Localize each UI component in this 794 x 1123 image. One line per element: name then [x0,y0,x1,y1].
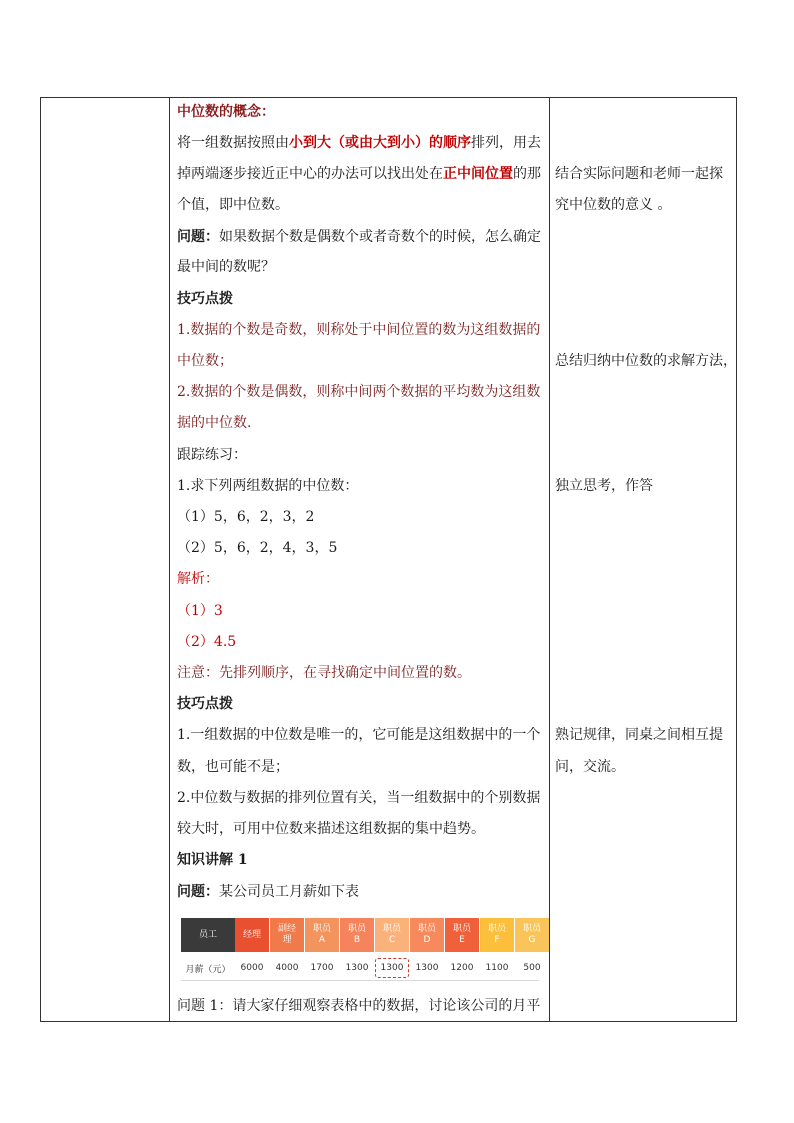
salary-table [181,918,539,984]
practice-question: 1.求下列两组数据的中位数： [177,478,359,494]
tips2-line-3: 2.中位数与数据的排列位置有关，当一组数据中的个别数据 [177,790,541,806]
salary-header-row [181,918,539,952]
salary-header-cell: 职员 C [375,918,409,952]
concept-line-3: 个值，即中位数。 [177,197,289,213]
column-divider-2 [549,98,550,1021]
salary-row-label: 月薪（元） [185,964,231,975]
salary-header-cell: 职员 E [445,918,479,952]
concept-highlight-middle: 正中间位置 [443,166,513,182]
concept-highlight-order: 小到大（或由大到小）的顺序 [289,135,471,151]
question2-label: 问题： [177,884,219,900]
tips2-line-1: 1.一组数据的中位数是唯一的，它可能是这组数据中的一个 [177,727,541,743]
practice-item-1: （1）5，6，2，3，2 [177,509,315,525]
tips-title-1: 技巧点拨 [177,291,233,307]
salary-value-cell: 1700 [310,963,334,973]
concept-title: 中位数的概念： [177,104,275,120]
salary-header-cell: 职员 G [515,918,549,952]
salary-header-cell: 副经 理 [270,918,304,952]
salary-value-median: 1300 [375,958,409,978]
activity-1-line-1: 结合实际问题和老师一起探 [555,166,723,182]
column-divider-1 [169,98,170,1021]
salary-value-cell: 4000 [275,963,299,973]
tips1-line-4: 据的中位数. [177,415,252,431]
analysis-item-1: （1）3 [177,603,223,619]
activity-2: 总结归纳中位数的求解方法， [555,353,737,369]
tips1-line-3: 2.数据的个数是偶数，则称中间两个数据的平均数为这组数 [177,384,541,400]
salary-value-cell: 1300 [345,963,369,973]
salary-header-cell: 经理 [235,918,269,952]
activity-4-line-2: 问，交流。 [555,759,625,775]
salary-value-cell: 1100 [485,963,509,973]
concept-line-2: 掉两端逐步接近正中心的办法可以找出处在正中间位置的那 [177,166,541,182]
salary-value-cell: 500 [523,963,541,973]
tips2-line-4: 较大时，可用中位数来描述这组数据的集中趋势。 [177,821,485,837]
note: 注意：先排列顺序，在寻找确定中间位置的数。 [177,665,471,681]
salary-header-cell: 职员 D [410,918,444,952]
knowledge-title: 知识讲解 1 [177,852,248,868]
salary-value-cell: 6000 [240,963,264,973]
salary-header-cell: 职员 A [305,918,339,952]
tips1-line-2: 中位数； [177,353,233,369]
question3-line: 问题 1：请大家仔细观察表格中的数据，讨论该公司的月平 [177,998,541,1014]
salary-value-cell: 1300 [415,963,439,973]
activity-3: 独立思考，作答 [555,478,653,494]
tips-title-2: 技巧点拨 [177,696,233,712]
salary-value-cell: 1200 [450,963,474,973]
practice-item-2: （2）5，6，2，4，3，5 [177,540,338,556]
activity-4-line-1: 熟记规律，同桌之间相互提 [555,727,723,743]
practice-title: 跟踪练习： [177,447,247,463]
tips2-line-2: 数，也可能不是； [177,759,289,775]
question-line-2: 最中间的数呢？ [177,259,275,275]
salary-data-row [181,956,539,981]
analysis-item-2: （2）4.5 [177,634,237,650]
salary-header-cell: 职员 F [480,918,514,952]
question-line-1: 问题：如果数据个数是偶数个或者奇数个的时候，怎么确定 [177,229,541,245]
tips1-line-1: 1.数据的个数是奇数，则称处于中间位置的数为这组数据的 [177,322,541,338]
question2-line: 问题：某公司员工月薪如下表 [177,884,359,900]
concept-line-1: 将一组数据按照由小到大（或由大到小）的顺序排列，用去 [177,135,541,151]
question-label: 问题： [177,229,219,245]
analysis-title: 解析： [177,571,219,587]
salary-header-label: 员工 [181,918,235,952]
activity-1-line-2: 究中位数的意义 。 [555,197,672,213]
salary-header-cell: 职员 B [340,918,374,952]
